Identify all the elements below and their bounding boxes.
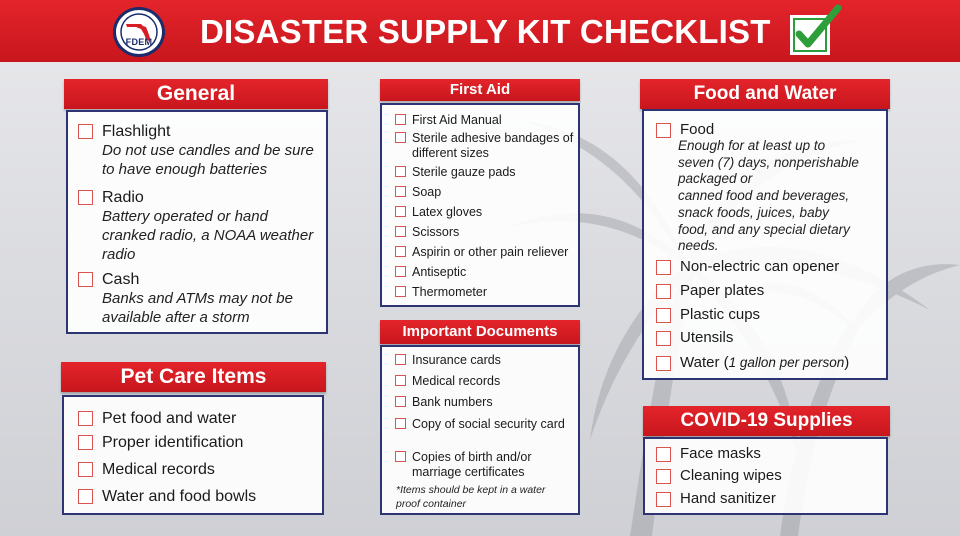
checkbox-icon[interactable] xyxy=(395,226,406,237)
covid-header: COVID-19 Supplies xyxy=(643,406,890,436)
water-detail: 1 gallon per person xyxy=(728,355,845,370)
water-close: ) xyxy=(844,354,850,371)
item-label: Proper identification xyxy=(102,434,244,451)
checklist-item-pet-food[interactable] xyxy=(78,409,236,428)
checkbox-icon[interactable] xyxy=(656,260,671,275)
item-description: Do not use candles and be sure to have enough batteries xyxy=(102,142,314,178)
item-label: Cleaning wipes xyxy=(680,467,782,484)
item-label: Sterile adhesive bandages of different sizes xyxy=(412,131,574,160)
checklist-item-antiseptic[interactable] xyxy=(395,265,575,280)
item-label: Flashlight xyxy=(102,123,171,140)
checkbox-icon[interactable] xyxy=(656,331,671,346)
item-label: Medical records xyxy=(412,374,501,388)
checklist-item-gauze-pads[interactable] xyxy=(395,165,575,180)
checkmark-box-icon xyxy=(788,4,844,58)
checkbox-icon[interactable] xyxy=(395,186,406,197)
item-label: Sterile gauze pads xyxy=(412,165,516,179)
item-label: Insurance cards xyxy=(412,353,501,367)
checkbox-icon[interactable] xyxy=(395,114,406,125)
checkbox-icon[interactable] xyxy=(78,489,93,504)
food-description-line: packaged or xyxy=(678,171,753,187)
food-description-line: canned food and beverages, xyxy=(678,188,850,204)
checkbox-icon[interactable] xyxy=(656,469,671,484)
checkbox-icon[interactable] xyxy=(395,396,406,407)
food-description-line: snack foods, juices, baby xyxy=(678,204,829,220)
food-description-line: seven (7) days, nonperishable xyxy=(678,154,859,170)
item-label: Bank numbers xyxy=(412,395,493,409)
checklist-item-flashlight[interactable] xyxy=(78,122,323,179)
item-description: Battery operated or hand cranked radio, a NOAA weather radio xyxy=(102,208,314,263)
item-label: First Aid Manual xyxy=(412,113,502,127)
food-water-header: Food and Water xyxy=(640,79,890,109)
checklist-item-scissors[interactable] xyxy=(395,225,575,240)
page-title: DISASTER SUPPLY KIT CHECKLIST xyxy=(200,13,771,50)
water-label: Water ( xyxy=(680,354,729,371)
checkbox-icon[interactable] xyxy=(656,123,671,138)
checkbox-icon[interactable] xyxy=(395,354,406,365)
checklist-item-paper-plates[interactable] xyxy=(656,282,764,300)
checkbox-icon[interactable] xyxy=(395,451,406,462)
item-label: Medical records xyxy=(102,461,215,478)
checkbox-icon[interactable] xyxy=(395,418,406,429)
food-description-line: needs. xyxy=(678,238,719,254)
checkbox-icon[interactable] xyxy=(78,411,93,426)
checkbox-icon[interactable] xyxy=(395,375,406,386)
checklist-item-document-medical-records[interactable] xyxy=(395,374,575,389)
item-label: Copy of social security card xyxy=(412,417,565,431)
checkbox-icon[interactable] xyxy=(78,272,93,287)
checklist-item-thermometer[interactable] xyxy=(395,285,575,300)
food-description xyxy=(678,138,884,255)
checklist-item-soap[interactable] xyxy=(395,185,575,200)
checklist-item-hand-sanitizer[interactable] xyxy=(656,490,776,508)
checklist-item-insurance-cards[interactable] xyxy=(395,353,575,368)
checklist-item-cash[interactable] xyxy=(78,270,323,327)
checklist-item-food[interactable] xyxy=(656,121,884,139)
checkbox-icon[interactable] xyxy=(395,206,406,217)
item-label: Paper plates xyxy=(680,282,765,299)
checklist-item-social-security-card[interactable] xyxy=(395,417,565,432)
checklist-item-pain-reliever[interactable] xyxy=(395,245,577,260)
item-label: Antiseptic xyxy=(412,265,467,279)
checkbox-icon[interactable] xyxy=(656,492,671,507)
checklist-item-cleaning-wipes[interactable] xyxy=(656,467,782,485)
checkbox-icon[interactable] xyxy=(78,190,93,205)
item-label: Utensils xyxy=(680,329,734,346)
checklist-item-latex-gloves[interactable] xyxy=(395,205,575,220)
item-label: Latex gloves xyxy=(412,205,483,219)
food-description-line: food, and any special dietary xyxy=(678,221,850,237)
checklist-item-utensils[interactable] xyxy=(656,329,733,347)
checklist-item-bank-numbers[interactable] xyxy=(395,395,575,410)
item-label: Hand sanitizer xyxy=(680,490,776,507)
checkbox-icon[interactable] xyxy=(656,447,671,462)
checklist-item-birth-marriage-certificates[interactable] xyxy=(395,450,555,480)
item-label: Face masks xyxy=(680,445,761,462)
checkbox-icon[interactable] xyxy=(78,462,93,477)
checkbox-icon[interactable] xyxy=(395,286,406,297)
first-aid-header: First Aid xyxy=(380,79,580,101)
item-label xyxy=(680,354,849,372)
item-label: Cash xyxy=(102,271,140,288)
item-label: Non-electric can opener xyxy=(680,258,840,275)
checkbox-icon[interactable] xyxy=(656,308,671,323)
checkbox-icon[interactable] xyxy=(78,435,93,450)
pet-care-header: Pet Care Items xyxy=(61,362,326,392)
checkbox-icon[interactable] xyxy=(656,356,671,371)
checkbox-icon[interactable] xyxy=(656,284,671,299)
checkbox-icon[interactable] xyxy=(395,246,406,257)
general-header: General xyxy=(64,79,328,109)
documents-header: Important Documents xyxy=(380,320,580,344)
logo-text: FDEM xyxy=(125,37,153,47)
checklist-item-plastic-cups[interactable] xyxy=(656,306,760,324)
checkbox-icon[interactable] xyxy=(395,166,406,177)
fdem-seal-icon xyxy=(113,7,165,57)
item-label: Pet food and water xyxy=(102,410,237,427)
checklist-item-pet-identification[interactable] xyxy=(78,433,243,452)
item-label: Radio xyxy=(102,189,144,206)
food-description-line: Enough for at least up to xyxy=(678,138,826,153)
item-label: Copies of birth and/or marriage certificates xyxy=(412,450,532,479)
checklist-item-first-aid-manual[interactable] xyxy=(395,113,575,128)
item-label: Thermometer xyxy=(412,285,488,299)
checklist-item-radio[interactable] xyxy=(78,188,323,264)
item-label: Food xyxy=(680,121,715,138)
item-description: Banks and ATMs may not be available after a storm xyxy=(102,290,293,326)
checklist-item-pet-medical-records[interactable] xyxy=(78,460,215,479)
checklist-item-water[interactable] xyxy=(656,354,849,372)
checklist-item-pet-bowls[interactable] xyxy=(78,487,256,506)
checkbox-icon[interactable] xyxy=(78,124,93,139)
item-label: Aspirin or other pain reliever xyxy=(412,245,569,259)
item-label: Plastic cups xyxy=(680,306,761,323)
checklist-item-bandages[interactable] xyxy=(395,131,575,161)
checkbox-icon[interactable] xyxy=(395,266,406,277)
checklist-item-face-masks[interactable] xyxy=(656,445,761,463)
item-label: Soap xyxy=(412,185,442,199)
documents-note: *Items should be kept in a water proof container xyxy=(396,484,546,510)
checklist-item-can-opener[interactable] xyxy=(656,258,839,276)
checkbox-icon[interactable] xyxy=(395,132,406,143)
item-label: Water and food bowls xyxy=(102,488,257,505)
item-label: Scissors xyxy=(412,225,460,239)
